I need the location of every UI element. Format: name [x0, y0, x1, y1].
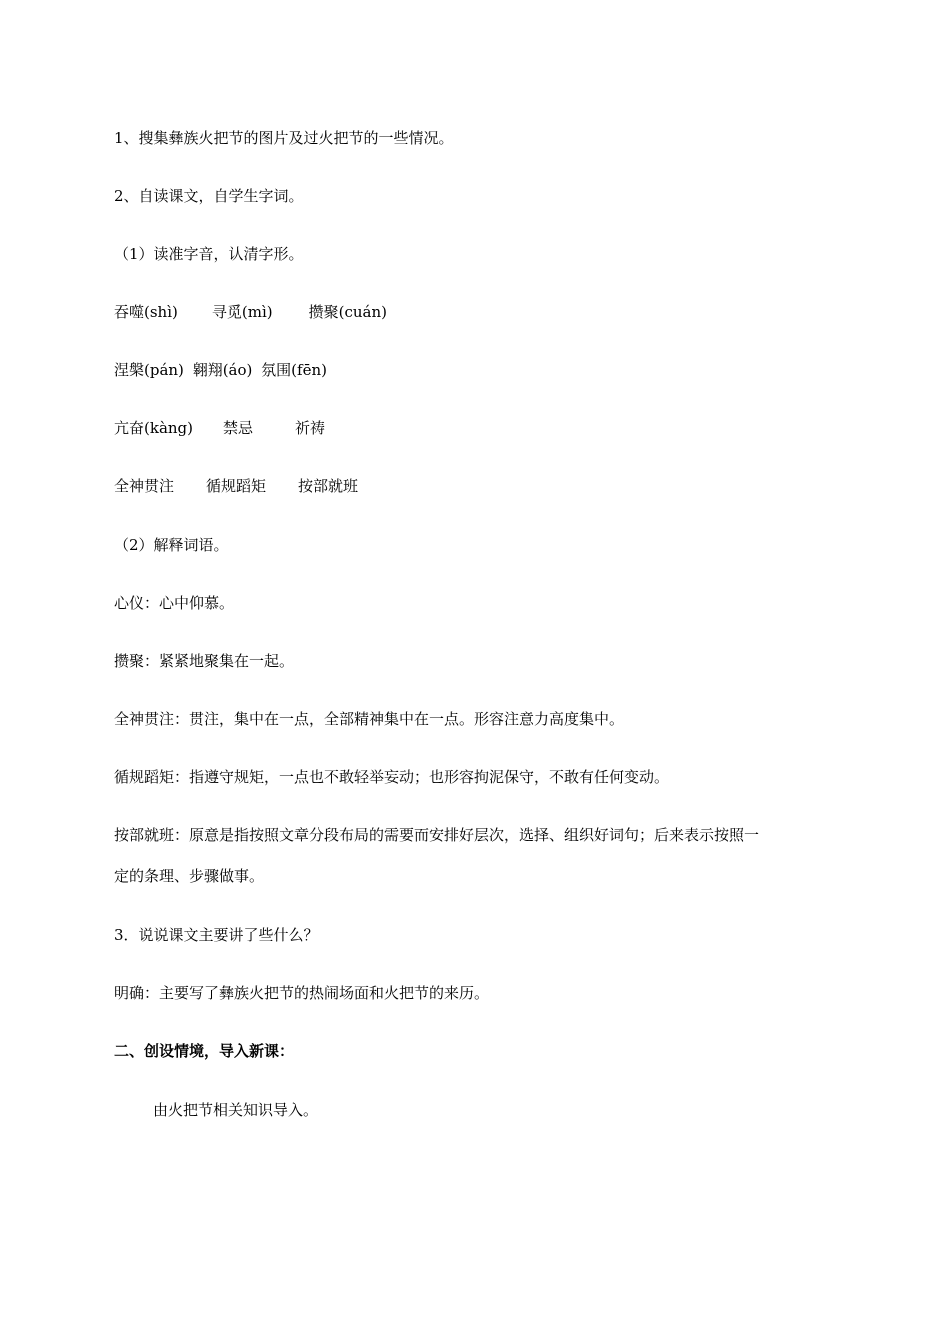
vocab-word: 亢奋(kàng) — [114, 419, 193, 437]
vocab-word: 攒聚(cuán) — [308, 303, 387, 321]
section-heading: 二、创设情境，导入新课： — [114, 1042, 295, 1060]
definition-5-line-2: 定的条理、步骤做事。 — [114, 867, 265, 885]
vocab-word: 全神贯注 — [114, 477, 175, 495]
vocab-word: 祈祷 — [295, 419, 326, 437]
vocab-row-3 — [114, 418, 325, 438]
prep-item-1: 1、搜集彝族火把节的图片及过火把节的一些情况。 — [114, 129, 454, 147]
subitem-pronunciation: （1）读准字音，认清字形。 — [114, 245, 304, 263]
intro-text: 由火把节相关知识导入。 — [153, 1101, 319, 1119]
vocab-word: 涅槃(pán) — [114, 361, 184, 379]
definition-5-line-1: 按部就班：原意是指按照文章分段布局的需要而安排好层次，选择、组织好词句；后来表示按照一 — [114, 826, 760, 844]
vocab-word: 循规蹈矩 — [206, 477, 267, 495]
vocab-word: 寻觅(mì) — [211, 303, 273, 321]
vocab-word: 禁忌 — [223, 419, 254, 437]
prep-item-2: 2、自读课文，自学生字词。 — [114, 187, 304, 205]
answer-text: 明确：主要写了彝族火把节的热闹场面和火把节的来历。 — [114, 984, 490, 1002]
definition-4: 循规蹈矩：指遵守规矩，一点也不敢轻举妄动；也形容拘泥保守，不敢有任何变动。 — [114, 768, 670, 786]
prep-item-3: 3．说说课文主要讲了些什么？ — [114, 926, 319, 944]
vocab-word: 翱翔(áo) — [192, 361, 253, 379]
vocab-row-1 — [114, 302, 387, 322]
vocab-word: 吞噬(shì) — [114, 303, 178, 321]
vocab-word: 氛围(fēn) — [261, 361, 327, 379]
definition-1: 心仪：心中仰慕。 — [114, 594, 235, 612]
subitem-explain: （2）解释词语。 — [114, 536, 229, 554]
vocab-row-4 — [114, 476, 358, 496]
definition-2: 攒聚：紧紧地聚集在一起。 — [114, 652, 295, 670]
vocab-word: 按部就班 — [298, 477, 359, 495]
definition-3: 全神贯注：贯注，集中在一点，全部精神集中在一点。形容注意力高度集中。 — [114, 710, 625, 728]
vocab-row-2 — [114, 360, 327, 380]
